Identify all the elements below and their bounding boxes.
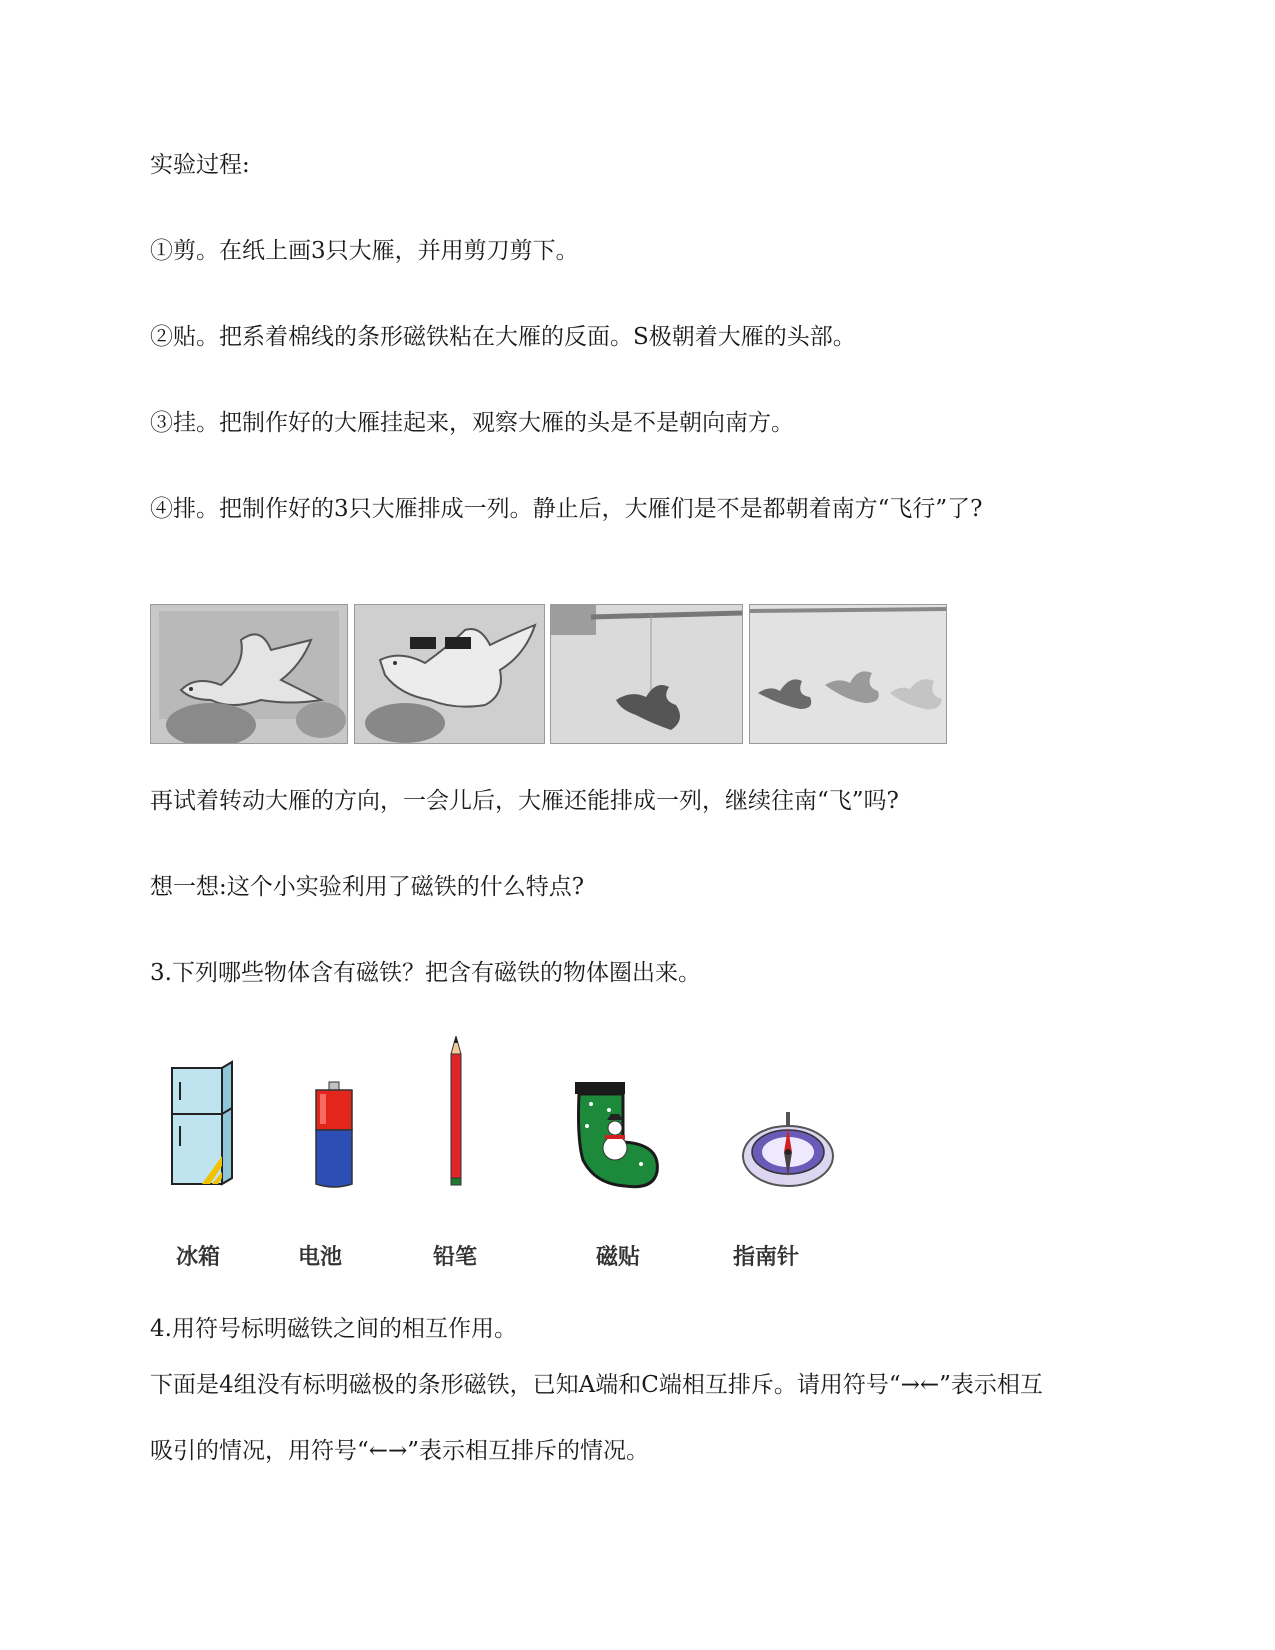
stocking-magnet-icon <box>565 1080 665 1190</box>
question-4-line-2: 吸引的情况，用符号“←→”表示相互排斥的情况。 <box>150 1438 650 1464</box>
stocking-magnet-item[interactable] <box>565 1080 665 1194</box>
step-2: ②贴。把系着棉线的条形磁铁粘在大雁的反面。S极朝着大雁的头部。 <box>150 324 856 350</box>
three-geese-in-row-icon <box>750 605 946 743</box>
text-retry: 再试着转动大雁的方向，一会儿后，大雁还能排成一列，继续往南“飞”吗? <box>150 788 899 814</box>
label-compass: 指南针 <box>733 1245 800 1270</box>
hanging-goose-icon <box>551 605 742 743</box>
photo-cutting <box>150 604 348 744</box>
step-1: ①剪。在纸上画3只大雁，并用剪刀剪下。 <box>150 238 579 264</box>
compass-icon <box>740 1110 836 1190</box>
step-4: ④排。把制作好的3只大雁排成一列。静止后，大雁们是不是都朝着南方“飞行”了? <box>150 496 983 522</box>
photo-hanging <box>550 604 743 744</box>
battery-icon <box>312 1080 356 1190</box>
photo-magnet <box>354 604 545 744</box>
question-4-line-1: 下面是4组没有标明磁极的条形磁铁，已知A端和C端相互排斥。请用符号“→←”表示相互 <box>150 1372 1043 1398</box>
paper-goose-cutting-icon <box>151 605 347 743</box>
label-stocking-magnet: 磁贴 <box>596 1245 641 1270</box>
pencil-icon <box>448 1036 464 1186</box>
label-pencil: 铅笔 <box>433 1245 478 1270</box>
pencil-item[interactable] <box>448 1036 464 1190</box>
text-think: 想一想:这个小实验利用了磁铁的什么特点? <box>150 874 585 900</box>
question-3: 3.下列哪些物体含有磁铁？把含有磁铁的物体圈出来。 <box>150 960 701 986</box>
battery-item[interactable] <box>312 1080 356 1194</box>
compass-item[interactable] <box>740 1110 836 1194</box>
label-refrigerator: 冰箱 <box>176 1245 221 1270</box>
goose-with-magnet-icon <box>355 605 544 743</box>
question-4-title: 4.用符号标明磁铁之间的相互作用。 <box>150 1316 517 1342</box>
refrigerator-icon <box>166 1060 236 1195</box>
step-3: ③挂。把制作好的大雁挂起来，观察大雁的头是不是朝向南方。 <box>150 410 794 436</box>
refrigerator-item[interactable] <box>166 1060 236 1199</box>
text-heading: 实验过程: <box>150 152 250 178</box>
photo-three-geese <box>749 604 947 744</box>
label-battery: 电池 <box>298 1245 343 1270</box>
